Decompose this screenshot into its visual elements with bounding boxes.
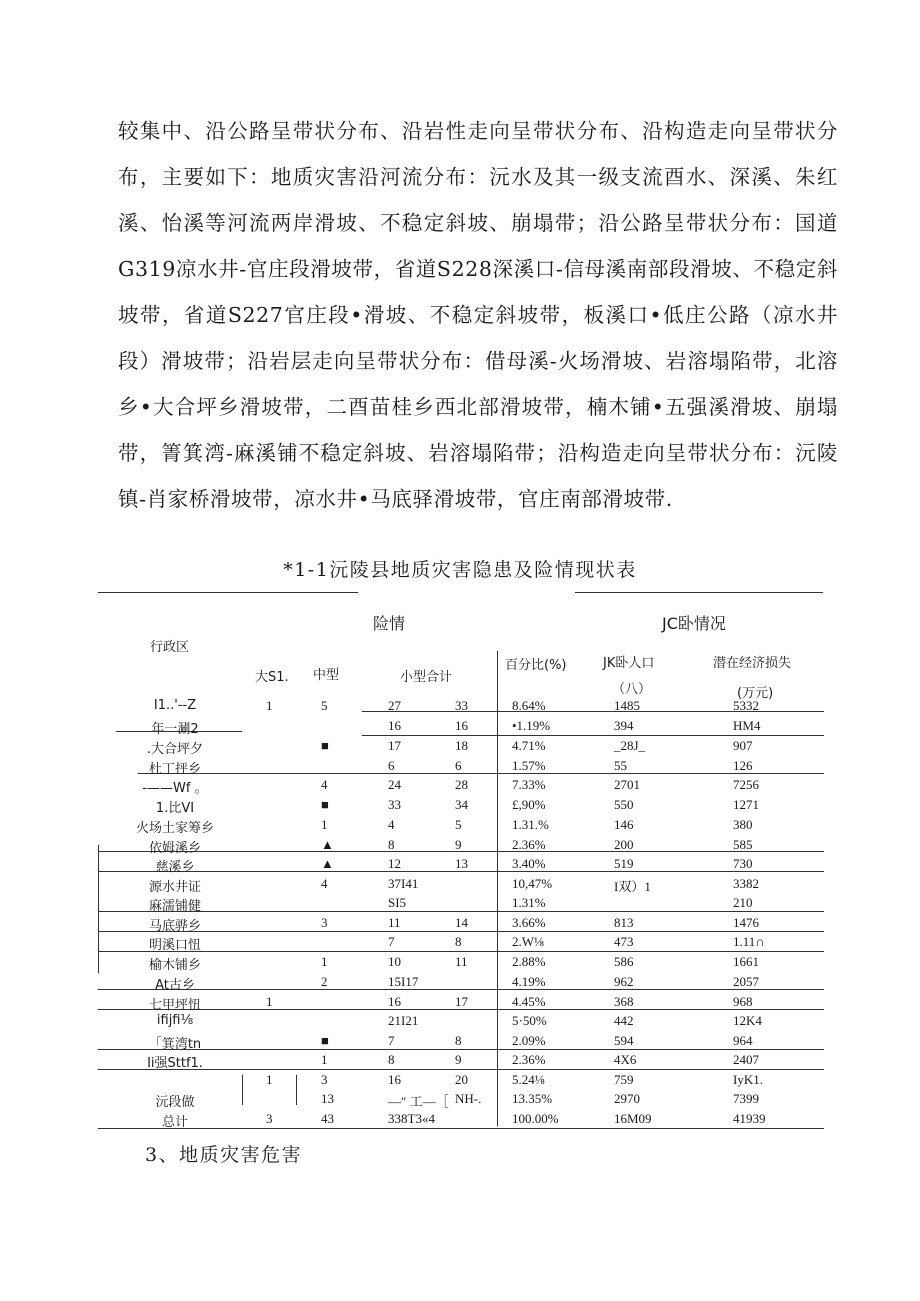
cell-name: 依姆溪乡 (148, 841, 201, 856)
cell-pop: 55 (614, 758, 627, 773)
cell-pop: I双）1 (614, 879, 651, 894)
cell-total: 16 (455, 718, 468, 733)
cell-pct: 3.40% (512, 856, 546, 871)
cell-loss: 41939 (733, 1111, 766, 1126)
cell-total: 17 (455, 994, 468, 1009)
cell-loss: 964 (733, 1033, 753, 1048)
cell-pct: 2.36% (512, 837, 546, 852)
header-district: 行政区 (150, 640, 190, 655)
cell-small: 7 (388, 1033, 395, 1048)
cell-pop: 2701 (614, 777, 640, 792)
cell-name: 年一涮2 (151, 722, 199, 737)
cell-total: 33 (455, 698, 468, 713)
cell-small: 12 (388, 856, 401, 871)
cell-loss: 1.11∩ (733, 934, 765, 949)
cell-pop: 594 (614, 1033, 634, 1048)
cell-loss: 1661 (733, 954, 759, 969)
cell-medium: 2 (321, 974, 328, 989)
cell-total: 5 (455, 817, 462, 832)
cell-small: 338T3«4 (388, 1111, 435, 1126)
cell-total: 13 (455, 856, 468, 871)
cell-pct: 8.64% (512, 698, 546, 713)
cell-medium: 1 (321, 817, 328, 832)
cell-small: 15I17 (388, 974, 419, 989)
cell-name: 1.比VI (155, 801, 195, 816)
cell-small: —″ 工—［ (388, 1094, 449, 1109)
cell-pct: 10,47% (512, 876, 553, 891)
cell-loss: 7256 (733, 777, 759, 792)
cell-name: 沅段做 (155, 1095, 195, 1110)
cell-loss: HM4 (733, 718, 761, 733)
cell-pop: 442 (614, 1013, 634, 1028)
cell-name: 总计 (161, 1115, 188, 1130)
cell-pop: 962 (614, 974, 634, 989)
header-jc-status: JC卧情况 (662, 614, 726, 633)
cell-name: At古乡 (155, 978, 195, 993)
cell-medium: ■ (321, 1033, 329, 1048)
cell-name: 源水井证 (148, 880, 201, 895)
cell-pct: 4.45% (512, 994, 546, 1009)
grid-line (296, 1075, 297, 1105)
cell-pct: 4.71% (512, 738, 546, 753)
cell-pop: 2970 (614, 1091, 640, 1106)
cell-loss: IyK1. (733, 1072, 763, 1087)
header-percent: 百分比(%) (505, 658, 567, 673)
cell-large: 1 (266, 698, 273, 713)
cell-large: 1 (266, 1072, 273, 1087)
cell-pct: £,90% (512, 797, 546, 812)
header-loss-unit: (万元) (737, 686, 774, 701)
cell-small: 37I41 (388, 876, 419, 891)
cell-name: 慈溪乡 (155, 860, 195, 875)
cell-pct: 2.36% (512, 1052, 546, 1067)
cell-total: 34 (455, 797, 468, 812)
cell-medium: 3 (321, 1072, 328, 1087)
cell-large: 3 (266, 1111, 273, 1126)
cell-small: 27 (388, 698, 401, 713)
cell-name: 明溪口忸 (148, 938, 201, 953)
cell-pop: 586 (614, 954, 634, 969)
header-population-unit: （八） (612, 682, 652, 697)
cell-medium: ■ (321, 738, 329, 753)
cell-loss: 12K4 (733, 1013, 762, 1028)
header-medium: 中型 (313, 668, 340, 683)
cell-name: -——Wf 。 (142, 781, 208, 796)
cell-pct: 2.09% (512, 1033, 546, 1048)
cell-pct: 3.66% (512, 915, 546, 930)
cell-pct: 13.35% (512, 1091, 553, 1106)
table-top-rule-left (98, 592, 358, 593)
cell-pct: •1.19% (512, 718, 551, 733)
cell-small: 33 (388, 797, 401, 812)
cell-small: 11 (388, 915, 401, 930)
cell-medium: ■ (321, 797, 329, 812)
cell-name: 火场土家筹乡 (135, 821, 214, 836)
cell-pop: 813 (614, 915, 634, 930)
cell-loss: 585 (733, 837, 753, 852)
cell-medium: ▲ (321, 837, 334, 852)
cell-pct: 100.00% (512, 1111, 559, 1126)
cell-loss: 2407 (733, 1052, 759, 1067)
cell-loss: 730 (733, 856, 753, 871)
cell-medium: 1 (321, 954, 328, 969)
header-danger: 险情 (373, 614, 406, 633)
cell-loss: 210 (733, 895, 753, 910)
cell-small: 24 (388, 777, 401, 792)
cell-pop: 1485 (614, 698, 640, 713)
cell-total: 14 (455, 915, 468, 930)
cell-pop: 759 (614, 1072, 634, 1087)
cell-medium: 43 (321, 1111, 334, 1126)
cell-small: 7 (388, 934, 395, 949)
cell-loss: 968 (733, 994, 753, 1009)
cell-loss: 907 (733, 738, 753, 753)
cell-total: 28 (455, 777, 468, 792)
cell-medium: 13 (321, 1091, 334, 1106)
cell-name: 「箕湾tn (148, 1037, 202, 1052)
cell-loss: 126 (733, 758, 753, 773)
cell-pop: 4X6 (614, 1052, 637, 1067)
cell-total: 18 (455, 738, 468, 753)
cell-loss: 5332 (733, 698, 759, 713)
cell-small: 6 (388, 758, 395, 773)
body-paragraph: 较集中、沿公路呈带状分布、沿岩性走向呈带状分布、沿构造走向呈带状分布，主要如下：地质灾害沿河流分布：沅水及其一级支流酉水、深溪、朱红溪、怡溪等河流两岸滑坡、不稳定斜坡、崩塌带；沿公路呈带状分布：国道G319凉水井-官庄段滑坡带，省道S228深溪口-信母溪南部段滑坡、不稳定斜坡带，省道S227官庄段•滑坡、不稳定斜坡带，板溪口•低庄公路（凉水井段）滑坡带；沿岩层走向呈带状分布：借母溪-火场滑坡、岩溶塌陷带，北溶乡•大合坪乡滑坡带，二酉苗桂乡西北部滑坡带，楠木铺•五强溪滑坡、崩塌带，箐箕湾-麻溪铺不稳定斜坡、岩溶塌陷带；沿构造走向呈带状分布：沅陵镇-肖家桥滑坡带，凉水井•马底驿滑坡带，官庄南部滑坡带. (118, 119, 838, 511)
header-population: JK卧人口 (603, 656, 655, 671)
cell-pct: 2.88% (512, 954, 546, 969)
grid-line (362, 735, 824, 736)
grid-line (138, 773, 824, 774)
cell-pct: 1.31% (512, 895, 546, 910)
cell-pop: _28J_ (614, 738, 646, 753)
cell-name: 马底骅乡 (148, 919, 201, 934)
cell-name: 麻濡铺健 (148, 899, 201, 914)
cell-total: 6 (455, 758, 462, 773)
cell-pct: 1.57% (512, 758, 546, 773)
cell-pop: 368 (614, 994, 634, 1009)
table-top-rule-right (575, 592, 823, 593)
cell-pop: 519 (614, 856, 634, 871)
cell-pct: 5·50% (512, 1013, 547, 1028)
cell-pop: 16M09 (614, 1111, 652, 1126)
cell-small: SI5 (388, 895, 407, 910)
cell-total: 8 (455, 1033, 462, 1048)
cell-loss: 1271 (733, 797, 759, 812)
cell-pop: 550 (614, 797, 634, 812)
cell-name: 榆木铺乡 (148, 958, 201, 973)
cell-name: .大合坪夕 (146, 742, 204, 757)
cell-name: 七甲坪忸 (148, 998, 201, 1013)
cell-total: 9 (455, 837, 462, 852)
cell-pct: 2.W⅛ (512, 934, 544, 949)
table-caption: *1-1沅陵县地质灾害隐患及险情现状表 (283, 559, 637, 581)
cell-medium: 1 (321, 1052, 328, 1067)
cell-small: 16 (388, 994, 401, 1009)
cell-loss: 380 (733, 817, 753, 832)
cell-loss: 7399 (733, 1091, 759, 1106)
cell-total: 9 (455, 1052, 462, 1067)
cell-pop: 394 (614, 718, 634, 733)
cell-small: 16 (388, 718, 401, 733)
cell-small: 4 (388, 817, 395, 832)
cell-pop: 146 (614, 817, 634, 832)
cell-medium: 4 (321, 876, 328, 891)
cell-small: 8 (388, 837, 395, 852)
section-title: 3、地质灾害危害 (145, 1144, 303, 1166)
cell-pop: 200 (614, 837, 634, 852)
header-loss: 潜在经济损失 (713, 656, 792, 671)
cell-loss: 1476 (733, 915, 759, 930)
grid-line (497, 651, 498, 1126)
grid-line (242, 1075, 243, 1105)
cell-medium: 3 (321, 915, 328, 930)
cell-loss: 3382 (733, 876, 759, 891)
cell-small: 8 (388, 1052, 395, 1067)
cell-name: Ii强Sttf1. (147, 1056, 203, 1071)
header-small-total: 小型合计 (400, 670, 453, 685)
cell-total: 8 (455, 934, 462, 949)
header-large: 大S1. (255, 670, 289, 685)
cell-loss: 2057 (733, 974, 759, 989)
grid-line (98, 845, 99, 973)
cell-name: I1..'--Z (153, 698, 197, 713)
cell-large: 1 (266, 994, 273, 1009)
cell-total: NH-. (455, 1091, 482, 1106)
cell-name: 杜丁抨乡 (148, 762, 201, 777)
cell-medium: ▲ (321, 856, 334, 871)
cell-small: 21I21 (388, 1013, 419, 1028)
cell-pct: 4.19% (512, 974, 546, 989)
cell-pct: 5.24⅛ (512, 1072, 545, 1087)
cell-small: 10 (388, 954, 401, 969)
cell-pct: 7.33% (512, 777, 546, 792)
cell-medium: 4 (321, 777, 328, 792)
cell-small: 16 (388, 1072, 401, 1087)
cell-total: 11 (455, 954, 468, 969)
cell-pct: 1.31.% (512, 817, 549, 832)
cell-pop: 473 (614, 934, 634, 949)
cell-name: ifijfi⅛ (156, 1013, 194, 1028)
cell-total: 20 (455, 1072, 468, 1087)
cell-small: 17 (388, 738, 401, 753)
cell-medium: 5 (321, 698, 328, 713)
